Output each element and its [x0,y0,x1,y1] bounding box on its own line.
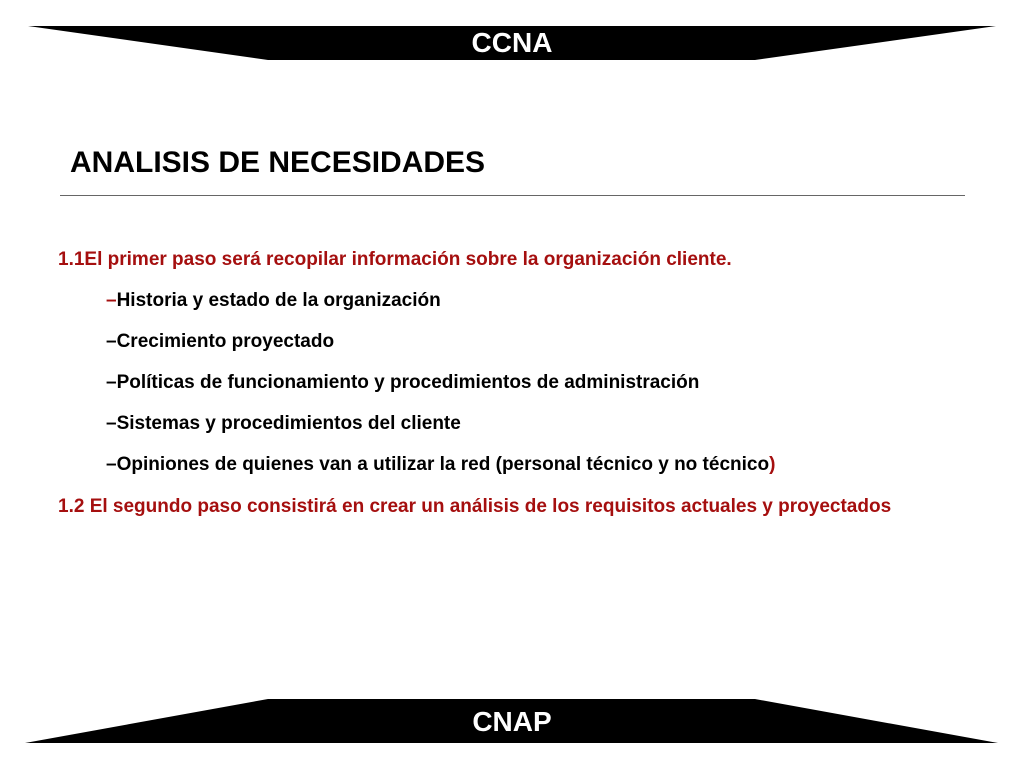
sub-item-systems [58,412,958,436]
bullet-dash: – [106,413,117,434]
sub-item-text: Políticas de funcionamiento y procedimientos de administración [116,372,700,393]
point-2: 1.2 El segundo paso consistirá en crear un análisis de los requisitos actuales y proyectados [58,496,892,517]
sub-item-policies [58,371,958,395]
title-divider [60,195,965,196]
footer-banner [0,697,1024,745]
slide-content [58,248,958,537]
bullet-dash: – [106,454,117,475]
sub-item-opinions [58,453,958,477]
point-1: 1.1El primer paso será recopilar información sobre la organización cliente. [58,249,732,270]
header-banner [0,22,1024,62]
sub-item-text: Crecimiento proyectado [116,331,335,352]
footer-label: CNAP [472,706,552,737]
header-label: CCNA [471,27,553,58]
bullet-dash: – [106,290,117,311]
sub-item-history [58,289,958,313]
sub-item-growth [58,330,958,354]
sub-item-text: Sistemas y procedimientos del cliente [116,413,461,434]
slide-title: ANALISIS DE NECESIDADES [70,146,486,179]
closing-paren: ) [769,454,776,475]
bullet-dash: – [106,372,117,393]
sub-item-text: Historia y estado de la organización [116,290,441,311]
sub-item-text: Opiniones de quienes van a utilizar la red (personal técnico y no técnico [116,454,770,475]
bullet-dash: – [106,331,117,352]
